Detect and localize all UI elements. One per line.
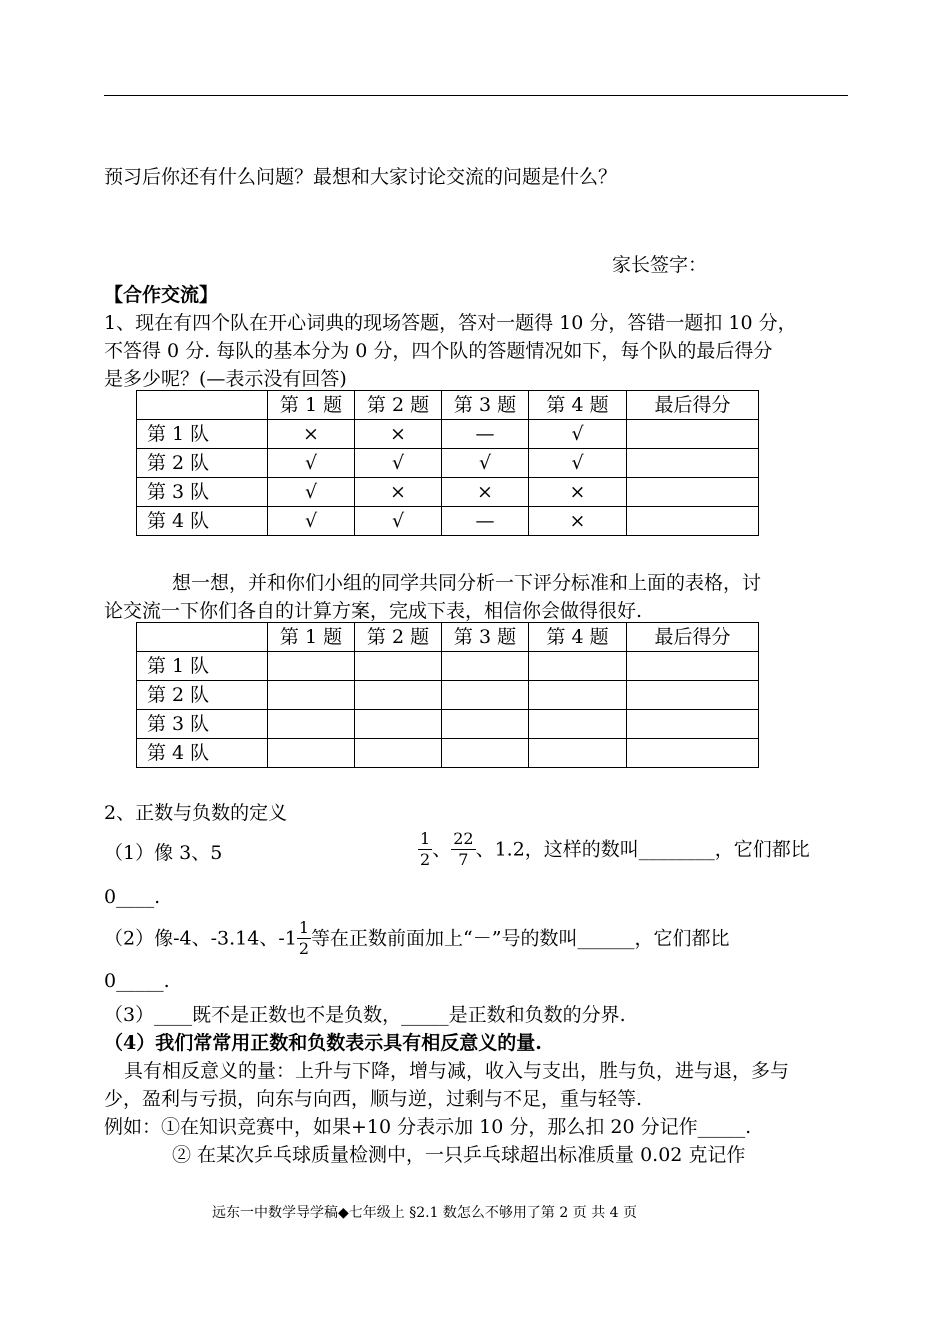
answer-blank[interactable] [442, 652, 529, 681]
header-cell: 最后得分 [627, 391, 759, 420]
header-cell: 第 3 题 [442, 623, 529, 652]
header-cell: 第 2 题 [355, 623, 442, 652]
team-label: 第 1 队 [137, 652, 268, 681]
table-row [137, 652, 759, 681]
team-label: 第 4 队 [137, 507, 268, 536]
score-cell [627, 449, 759, 478]
opposite-line1: 具有相反意义的量：上升与下降，增与减，收入与支出，胜与负，进与退，多与 [124, 1060, 790, 1082]
answer-blank[interactable] [529, 710, 627, 739]
q1-prefix: （1）像 3、5 [104, 842, 223, 864]
answer-blank[interactable] [268, 652, 355, 681]
table-cell: √ [268, 507, 355, 536]
answer-blank[interactable] [627, 652, 759, 681]
team-label: 第 1 队 [137, 420, 268, 449]
score-cell [627, 507, 759, 536]
table-cell: × [268, 420, 355, 449]
answer-blank[interactable] [355, 710, 442, 739]
question1-continued [418, 829, 810, 870]
table-cell: √ [355, 507, 442, 536]
problem1-line3: 是多少呢？(—表示没有回答) [104, 368, 347, 390]
team-label: 第 2 队 [137, 681, 268, 710]
table-row [137, 739, 759, 768]
q1-separator: 、 [432, 838, 452, 861]
problem1-line2: 不答得 0 分. 每队的基本分为 0 分，四个队的答题情况如下，每个队的最后得分 [104, 340, 773, 362]
team-label: 第 2 队 [137, 449, 268, 478]
opposite-line2: 少，盈利与亏损，向东与向西，顺与逆，过剩与不足，重与轻等. [104, 1088, 643, 1110]
header-rule [104, 95, 848, 96]
header-cell: 第 4 题 [529, 391, 627, 420]
table-cell: √ [529, 420, 627, 449]
question1 [104, 838, 222, 865]
header-cell [137, 623, 268, 652]
table-row [137, 420, 759, 449]
question2-line2: 0_____. [104, 970, 170, 992]
answer-blank[interactable] [355, 739, 442, 768]
table-row [137, 478, 759, 507]
answer-blank[interactable] [529, 652, 627, 681]
answer-blank[interactable] [442, 710, 529, 739]
table-cell: × [442, 478, 529, 507]
answer-blank[interactable] [268, 710, 355, 739]
table-row [137, 507, 759, 536]
table-cell: × [529, 507, 627, 536]
header-cell: 最后得分 [627, 623, 759, 652]
table-header-row [137, 623, 759, 652]
header-cell: 第 3 题 [442, 391, 529, 420]
table-cell: × [355, 420, 442, 449]
header-cell: 第 1 题 [268, 391, 355, 420]
answer-blank[interactable] [627, 681, 759, 710]
table-row [137, 449, 759, 478]
table-cell: — [442, 420, 529, 449]
parent-signature: 家长签字： [612, 254, 708, 276]
q2-suffix: 等在正数前面加上“－”号的数叫______，它们都比 [311, 927, 730, 950]
answer-blank[interactable] [355, 681, 442, 710]
definition-title: 2、正数与负数的定义 [104, 802, 288, 824]
section-title: 【合作交流】 [104, 284, 219, 306]
table-row [137, 710, 759, 739]
table-cell: √ [268, 449, 355, 478]
header-cell: 第 2 题 [355, 391, 442, 420]
table-cell: √ [442, 449, 529, 478]
score-cell [627, 420, 759, 449]
table-cell: × [355, 478, 442, 507]
answer-blank[interactable] [529, 681, 627, 710]
table-cell: × [529, 478, 627, 507]
answer-blank[interactable] [355, 652, 442, 681]
answer-status-table [136, 390, 759, 536]
question1-line2: 0____. [104, 886, 161, 908]
team-label: 第 3 队 [137, 710, 268, 739]
preview-question: 预习后你还有什么问题？最想和大家讨论交流的问题是什么？ [104, 166, 618, 188]
answer-blank[interactable] [442, 739, 529, 768]
example2: ② 在某次乒乓球质量检测中，一只乒乓球超出标准质量 0.02 克记作 [172, 1144, 746, 1166]
header-cell: 第 4 题 [529, 623, 627, 652]
fraction-one-half: $\frac{1}{2}$ [420, 829, 431, 869]
question2 [104, 918, 729, 959]
q1-suffix: 、1.2，这样的数叫________，它们都比 [475, 838, 810, 861]
answer-blank[interactable] [627, 739, 759, 768]
table-cell: √ [529, 449, 627, 478]
q2-prefix: （2）像-4、-3.14、-1 [104, 927, 297, 950]
fraction-one-half: $\frac{1}{2}$ [298, 918, 310, 958]
problem1-line1: 1、现在有四个队在开心词典的现场答题，答对一题得 10 分，答错一题扣 10 分， [104, 312, 797, 334]
table-row [137, 681, 759, 710]
answer-blank[interactable] [627, 710, 759, 739]
page-footer: 远东一中数学导学稿◆七年级上 §2.1 数怎么不够用了第 2 页 共 4 页 [212, 1205, 637, 1221]
answer-blank[interactable] [268, 681, 355, 710]
think-line1: 想一想，并和你们小组的同学共同分析一下评分标准和上面的表格，讨 [172, 572, 762, 594]
team-label: 第 3 队 [137, 478, 268, 507]
table-cell: √ [268, 478, 355, 507]
answer-blank[interactable] [442, 681, 529, 710]
table-cell: — [442, 507, 529, 536]
header-cell: 第 1 题 [268, 623, 355, 652]
header-cell [137, 391, 268, 420]
answer-blank[interactable] [529, 739, 627, 768]
team-label: 第 4 队 [137, 739, 268, 768]
example1: 例如：①在知识竞赛中，如果+10 分表示加 10 分，那么扣 20 分记作_____. [104, 1116, 752, 1138]
score-cell [627, 478, 759, 507]
table-cell: √ [355, 449, 442, 478]
answer-blank[interactable] [268, 739, 355, 768]
table-header-row [137, 391, 759, 420]
question3: （3）____既不是正数也不是负数，_____是正数和负数的分界. [104, 1004, 626, 1026]
calculation-table [136, 622, 759, 768]
fraction-22-7: $\frac{22}{7}$ [453, 829, 474, 869]
think-line2: 论交流一下你们各自的计算方案，完成下表，相信你会做得很好. [104, 600, 643, 622]
question4: （4）我们常常用正数和负数表示具有相反意义的量. [104, 1032, 542, 1054]
